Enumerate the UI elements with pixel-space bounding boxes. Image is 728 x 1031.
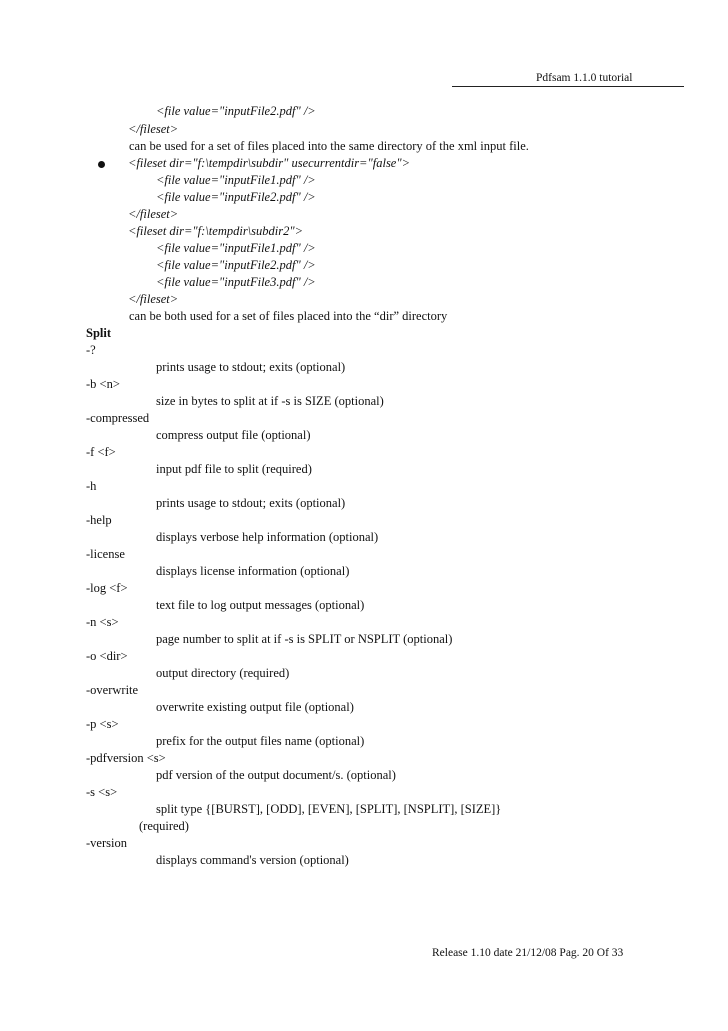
page-footer: Release 1.10 date 21/12/08 Pag. 20 Of 33 (432, 947, 624, 959)
bullet-icon (98, 161, 105, 168)
option-description: pdf version of the output document/s. (optional) (156, 768, 396, 782)
code-line: </fileset> (128, 122, 179, 136)
header-rule (452, 86, 684, 87)
text-line: can be used for a set of files placed into the same directory of the xml input file. (129, 139, 529, 153)
option-name: -compressed (86, 411, 150, 425)
option-description: output directory (required) (156, 666, 290, 680)
option-name: -p <s> (86, 717, 119, 731)
option-description: prefix for the output files name (optional) (156, 734, 365, 748)
option-description: overwrite existing output file (optional) (156, 700, 354, 714)
option-name: -? (86, 343, 96, 357)
option-description-continued: (required) (139, 819, 189, 833)
option-name: -f <f> (86, 445, 116, 459)
option-description: displays verbose help information (optional) (156, 530, 379, 544)
option-description: text file to log output messages (optional) (156, 598, 365, 612)
option-name: -b <n> (86, 377, 120, 391)
option-name: -o <dir> (86, 649, 128, 663)
option-name: -pdfversion <s> (86, 751, 166, 765)
section-heading: Split (86, 326, 112, 340)
option-description: page number to split at if -s is SPLIT or NSPLIT (optional) (156, 632, 453, 646)
option-name: -license (86, 547, 125, 561)
code-line: <file value="inputFile3.pdf" /> (156, 275, 316, 289)
option-description: prints usage to stdout; exits (optional) (156, 360, 346, 374)
code-line: </fileset> (128, 207, 179, 221)
code-line: </fileset> (128, 292, 179, 306)
code-line: <file value="inputFile1.pdf" /> (156, 241, 316, 255)
option-name: -help (86, 513, 112, 527)
option-description: displays license information (optional) (156, 564, 350, 578)
option-name: -n <s> (86, 615, 119, 629)
option-name: -h (86, 479, 97, 493)
text-line: can be both used for a set of files placed into the “dir” directory (129, 309, 448, 323)
option-description: prints usage to stdout; exits (optional) (156, 496, 346, 510)
code-line: <fileset dir="f:\tempdir\subdir" usecurrentdir="false"> (128, 156, 411, 170)
code-line: <file value="inputFile1.pdf" /> (156, 173, 316, 187)
option-name: -log <f> (86, 581, 128, 595)
option-name: -overwrite (86, 683, 139, 697)
page-header-title: Pdfsam 1.1.0 tutorial (536, 72, 633, 84)
option-description: displays command's version (optional) (156, 853, 349, 867)
option-description: size in bytes to split at if -s is SIZE (optional) (156, 394, 384, 408)
option-description: compress output file (optional) (156, 428, 311, 442)
option-name: -s <s> (86, 785, 118, 799)
option-description: input pdf file to split (required) (156, 462, 312, 476)
code-line: <file value="inputFile2.pdf" /> (156, 104, 316, 118)
option-description: split type {[BURST], [ODD], [EVEN], [SPLIT], [NSPLIT], [SIZE]} (156, 802, 502, 816)
code-line: <file value="inputFile2.pdf" /> (156, 258, 316, 272)
option-name: -version (86, 836, 127, 850)
code-line: <fileset dir="f:\tempdir\subdir2"> (128, 224, 304, 238)
code-line: <file value="inputFile2.pdf" /> (156, 190, 316, 204)
